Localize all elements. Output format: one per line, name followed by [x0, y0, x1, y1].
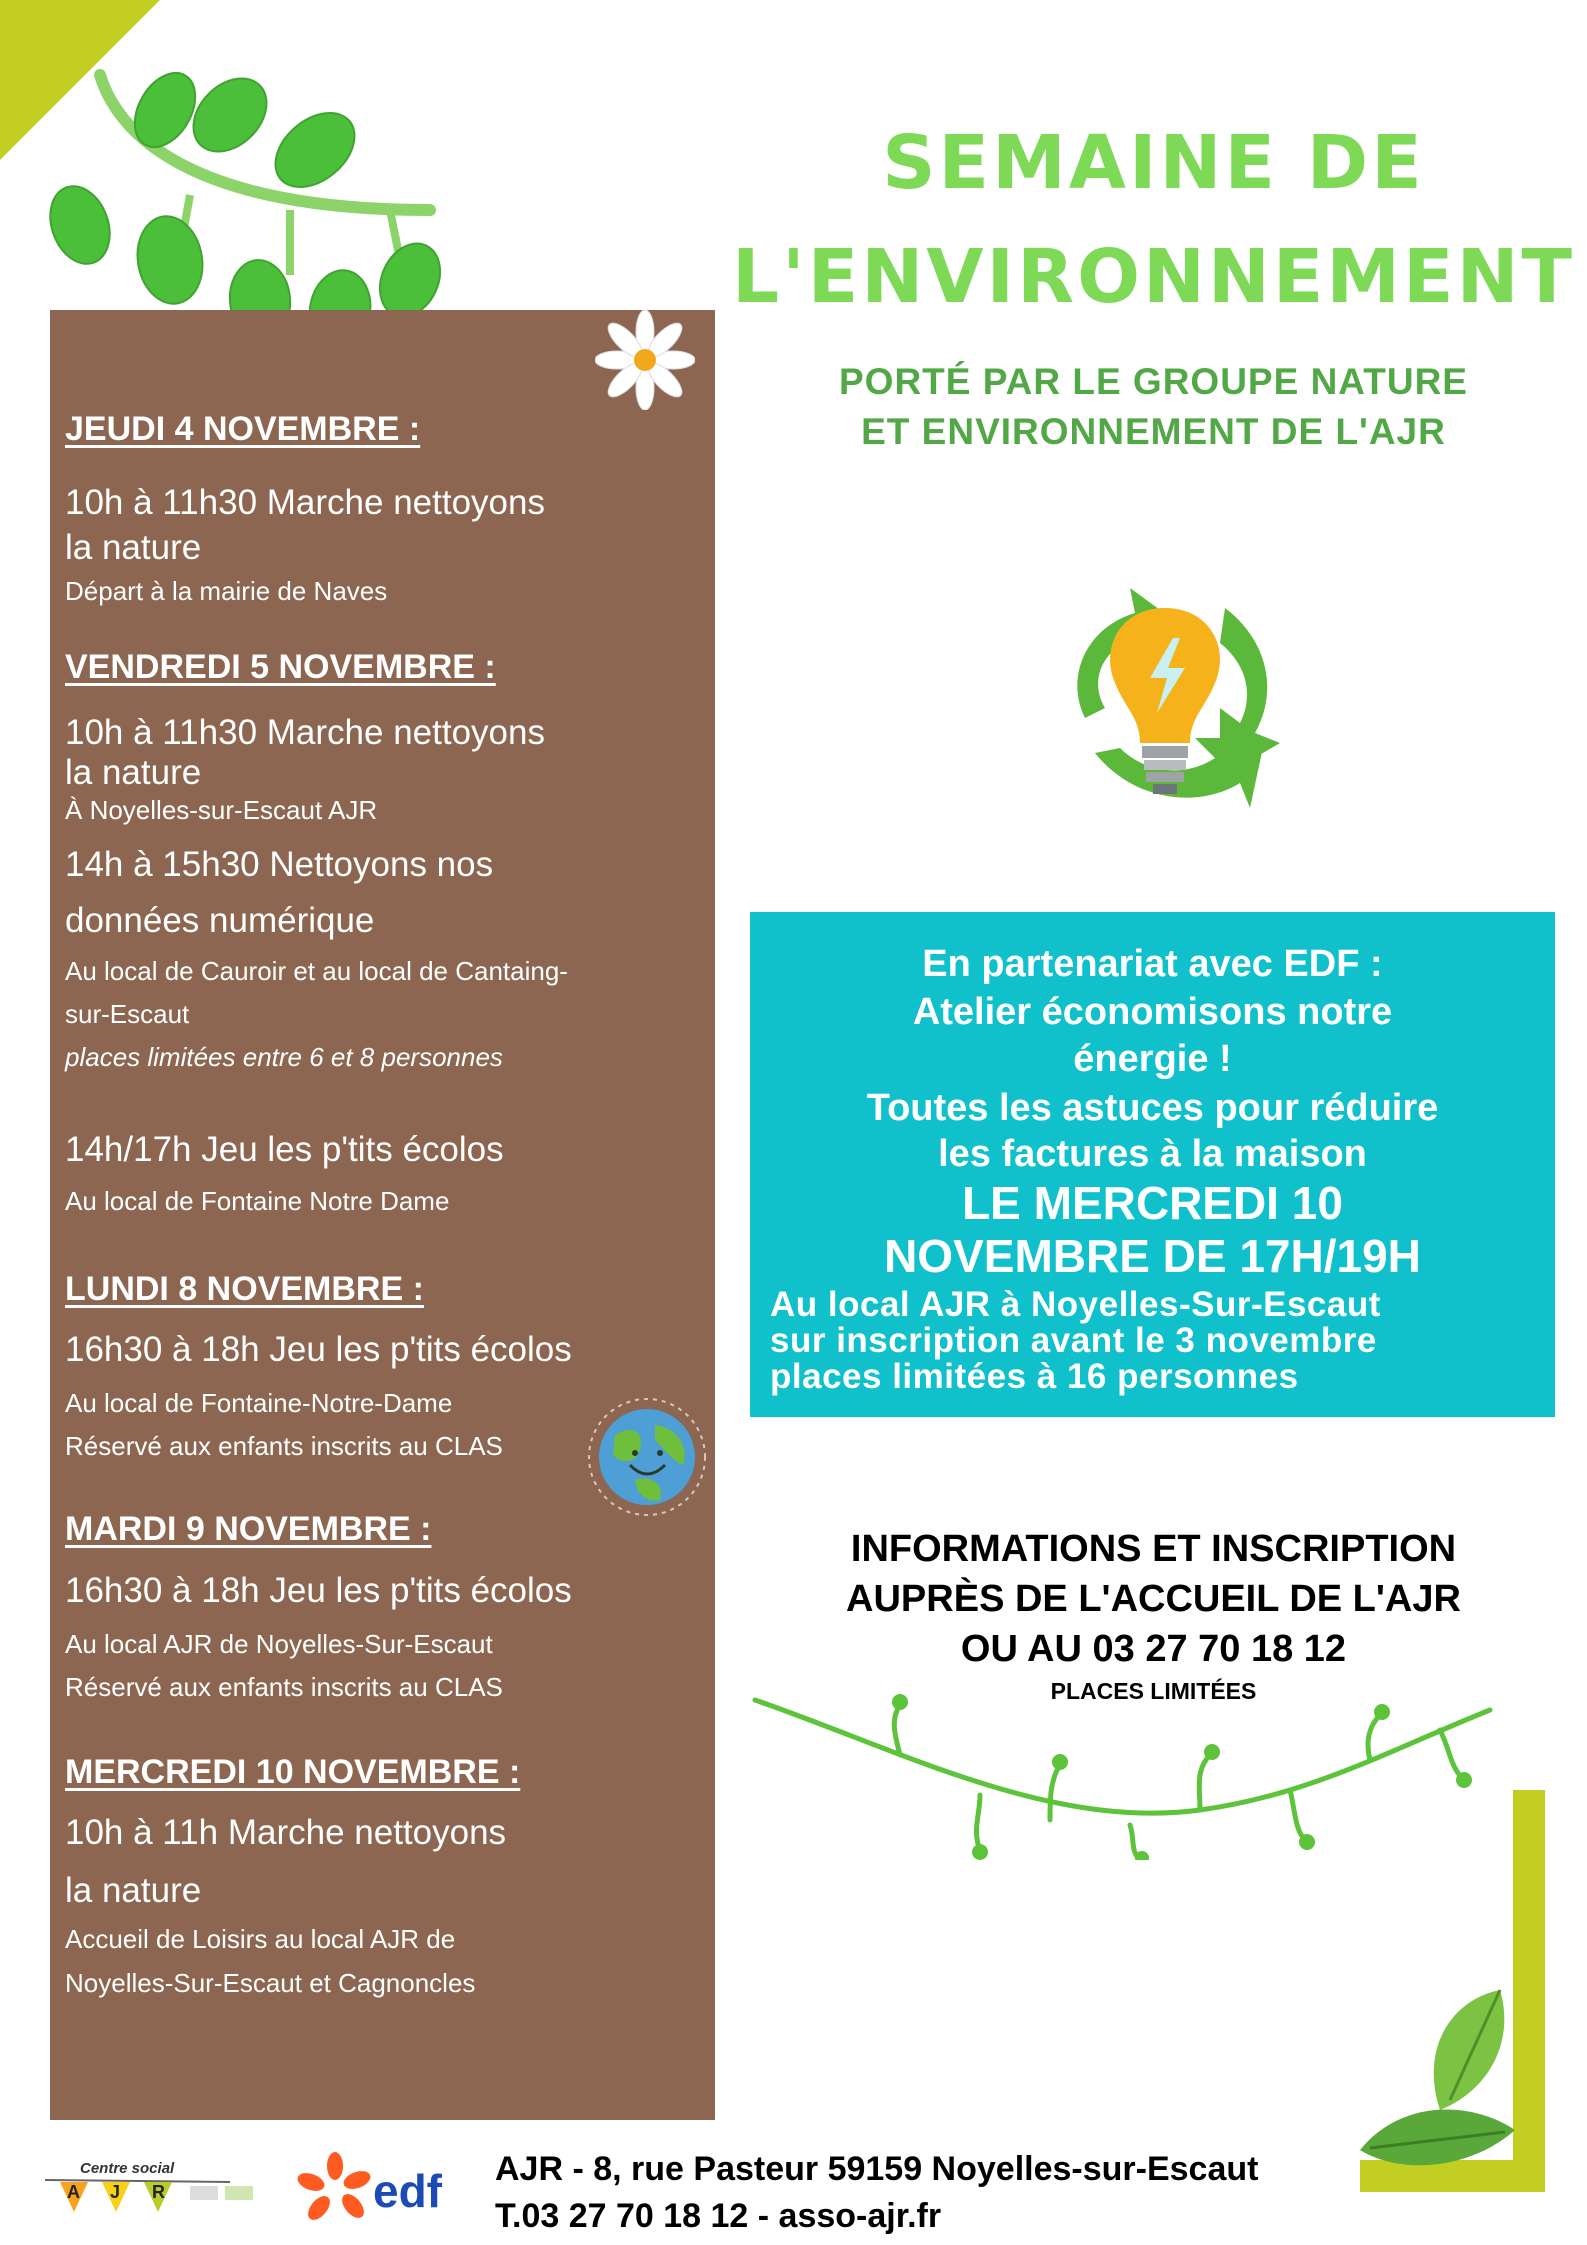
footer-address: AJR - 8, rue Pasteur 59159 Noyelles-sur-Escaut [495, 2150, 1259, 2188]
event-detail: Au local de Fontaine Notre Dame [65, 1186, 450, 1216]
partnership-date: LE MERCREDI 10 [962, 1177, 1343, 1229]
partnership-line: Toutes les astuces pour réduire [866, 1087, 1439, 1129]
day-heading-friday: VENDREDI 5 NOVEMBRE : [65, 648, 496, 686]
subtitle-line-2: ET ENVIRONNEMENT DE L'AJR [861, 411, 1446, 452]
event-title: la nature [65, 753, 202, 792]
partnership-line: énergie ! [1073, 1038, 1232, 1080]
event-detail: Réservé aux enfants inscrits au CLAS [65, 1672, 503, 1702]
ajr-letter: J [110, 2182, 121, 2202]
title-line-1: SEMAINE DE [882, 120, 1425, 206]
partnership-line: les factures à la maison [938, 1133, 1367, 1175]
event-title: la nature [65, 1871, 202, 1910]
vine-icon [750, 1690, 1500, 1860]
event-title: 16h30 à 18h Jeu les p'tits écolos [65, 1571, 572, 1610]
partnership-note: Au local AJR à Noyelles-Sur-Escaut [770, 1285, 1381, 1324]
event-title: 16h30 à 18h Jeu les p'tits écolos [65, 1330, 572, 1369]
edf-logo-icon [295, 2150, 465, 2230]
event-title: 14h à 15h30 Nettoyons nos [65, 845, 494, 884]
partnership-date: NOVEMBRE DE 17H/19H [884, 1230, 1421, 1282]
places-limited: PLACES LIMITÉES [1050, 1678, 1257, 1704]
partnership-note: sur inscription avant le 3 novembre [770, 1321, 1377, 1360]
event-title: 10h à 11h Marche nettoyons [65, 1813, 507, 1852]
event-title: la nature [65, 528, 202, 567]
partnership-note: places limitées à 16 personnes [770, 1357, 1299, 1396]
info-line: AUPRÈS DE L'ACCUEIL DE L'AJR [846, 1578, 1461, 1620]
smiling-earth-icon [585, 1395, 710, 1520]
footer-contact: T.03 27 70 18 12 - asso-ajr.fr [495, 2197, 942, 2235]
event-detail: Départ à la mairie de Naves [65, 576, 388, 606]
event-detail: places limitées entre 6 et 8 personnes [65, 1042, 503, 1072]
partnership-line: En partenariat avec EDF : [922, 943, 1383, 985]
corner-leaves-icon [1340, 1980, 1540, 2180]
day-heading-tuesday: MARDI 9 NOVEMBRE : [65, 1510, 432, 1548]
day-heading-monday: LUNDI 8 NOVEMBRE : [65, 1270, 424, 1308]
day-heading-wednesday: MERCREDI 10 NOVEMBRE : [65, 1753, 521, 1791]
event-detail: Au local de Cauroir et au local de Cantaing- [65, 956, 568, 986]
ajr-logo-icon [40, 2160, 280, 2230]
event-detail: Au local de Fontaine-Notre-Dame [65, 1388, 453, 1418]
partnership-line: Atelier économisons notre [912, 991, 1393, 1033]
event-title: 10h à 11h30 Marche nettoyons [65, 483, 545, 522]
program-panel [50, 310, 715, 2120]
title-line-2: L'ENVIRONNEMENT [732, 234, 1575, 320]
edf-wordmark: edf [373, 2165, 442, 2217]
daisy-icon [595, 310, 695, 410]
info-line: OU AU 03 27 70 18 12 [960, 1628, 1347, 1670]
event-detail: Noyelles-Sur-Escaut et Cagnoncles [65, 1968, 476, 1998]
event-detail: sur-Escaut [65, 999, 190, 1029]
event-detail: Accueil de Loisirs au local AJR de [65, 1924, 456, 1954]
subtitle-line-1: PORTÉ PAR LE GROUPE NATURE [838, 361, 1468, 402]
event-detail: À Noyelles-sur-Escaut AJR [65, 795, 378, 825]
event-title: 14h/17h Jeu les p'tits écolos [65, 1130, 504, 1169]
ajr-letter: A [67, 2182, 80, 2202]
centre-social-label: Centre social [80, 2160, 175, 2177]
recycling-bulb-icon [1025, 568, 1305, 838]
ajr-letter: R [152, 2182, 165, 2202]
event-detail: Réservé aux enfants inscrits au CLAS [65, 1431, 503, 1461]
branch-leaves-icon [40, 60, 460, 340]
day-heading-thursday: JEUDI 4 NOVEMBRE : [65, 410, 421, 448]
event-detail: Au local AJR de Noyelles-Sur-Escaut [65, 1629, 493, 1659]
info-line: INFORMATIONS ET INSCRIPTION [850, 1528, 1457, 1570]
event-title: 10h à 11h30 Marche nettoyons [65, 713, 545, 752]
event-title: données numérique [65, 901, 375, 940]
edf-partnership-box [750, 912, 1555, 1417]
